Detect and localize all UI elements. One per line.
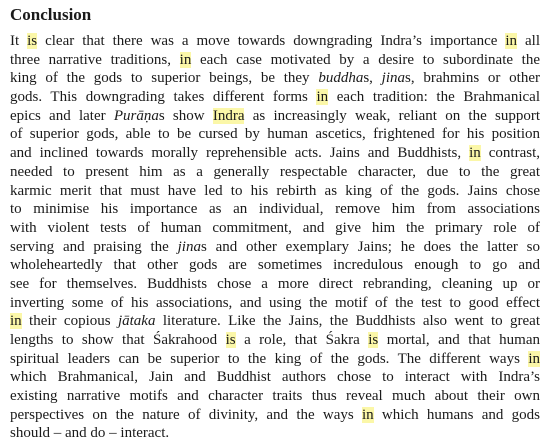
text-run: as increasingly weak, reliant on the support	[244, 107, 540, 124]
text-run: which Brahmanical, Jain and Buddhist authors chose to interact with Indra’s	[10, 369, 540, 386]
italic-term: Purāṇa	[113, 107, 159, 124]
text-line	[10, 69, 540, 88]
text-run: s,	[363, 70, 382, 87]
text-line	[10, 182, 540, 201]
text-line	[10, 238, 540, 257]
text-line	[10, 200, 540, 219]
text-run: karmic merit that must have led to his rebirth as king of the gods. Jains chose	[10, 182, 540, 199]
text-line	[10, 387, 540, 406]
text-run: of superior gods, able to be cursed by human ascetics, frightened for his position	[10, 126, 540, 143]
highlighted-term: in	[505, 33, 518, 49]
italic-term: jina	[177, 238, 201, 255]
text-run: with violent tests of human commitment, and give him the primary role of	[10, 219, 540, 236]
text-run: spiritual leaders can be superior to the king of the gods. The different ways	[10, 350, 529, 367]
highlighted-term: Indra	[212, 107, 245, 124]
text-line	[10, 144, 540, 163]
highlighted-term: in	[10, 313, 22, 330]
text-line	[10, 125, 540, 144]
text-run: literature. Like the Jains, the Buddhists also went to great	[155, 313, 540, 330]
text-run: epics and later	[10, 107, 114, 124]
text-run: gods. This downgrading takes different forms	[10, 89, 317, 106]
italic-term: jina	[381, 70, 406, 87]
text-run: each case motivated by a desire to subordinate the	[191, 51, 541, 68]
text-run: to minimise his importance as an individual, remove him from associations	[10, 201, 540, 218]
text-line	[10, 32, 540, 51]
text-run: clear that there was a move towards downgrading Indra’s importance	[37, 33, 506, 49]
text-run: lengths to show that Śakrahood	[10, 332, 226, 348]
text-run: mortal, and that human	[378, 332, 540, 348]
text-line	[10, 350, 540, 369]
text-run: see for themselves. Buddhists chose a more direct rebranding, cleaning up or	[10, 275, 540, 292]
text-line	[10, 256, 540, 275]
highlighted-term: in	[469, 145, 481, 162]
text-line	[10, 275, 540, 294]
text-line	[10, 107, 540, 126]
text-run: existing narrative motifs and character traits thus reveal much about their own	[10, 388, 540, 405]
text-run: a role, that Śakra	[235, 332, 369, 348]
text-run: each tradition: the Brahmanical	[328, 89, 540, 106]
text-line	[10, 88, 540, 107]
text-run: s, brahmins or other	[405, 70, 541, 87]
highlighted-term: in	[361, 406, 374, 423]
italic-term: jātaka	[117, 313, 156, 330]
text-run: It	[10, 33, 28, 49]
text-run: all	[517, 33, 540, 49]
text-run: contrast,	[480, 145, 540, 162]
highlighted-term: is	[368, 332, 379, 348]
text-run: king of the gods to superior beings, be they	[10, 70, 319, 87]
text-run: three narrative traditions,	[10, 51, 180, 68]
text-line	[10, 406, 540, 425]
text-line	[10, 312, 540, 331]
text-line	[10, 51, 540, 70]
highlighted-term: in	[179, 51, 192, 68]
text-run: s show	[158, 107, 213, 124]
highlighted-term: in	[316, 89, 329, 106]
text-line	[10, 424, 540, 443]
text-run: and inclined towards morally reprehensible acts. Jains and Buddhists,	[10, 145, 470, 162]
text-run: serving and praising the	[10, 238, 178, 255]
text-line	[10, 368, 540, 387]
highlighted-term: in	[528, 350, 540, 367]
highlighted-term: is	[27, 33, 38, 49]
text-run: perspectives on the nature of divinity, and the ways	[10, 406, 362, 423]
text-run: which humans and gods	[373, 406, 540, 423]
italic-term: buddha	[318, 70, 364, 87]
text-line	[10, 331, 540, 350]
text-run: wholeheartedly that other gods are sometimes incredulous enough to go and	[10, 257, 540, 274]
text-line	[10, 294, 540, 313]
section-heading: Conclusion	[10, 5, 92, 24]
text-line	[10, 163, 540, 182]
text-run: their copious	[21, 313, 118, 330]
text-run: should – and do – interact.	[10, 425, 170, 442]
text-run: inverting some of his associations, and using the motif of the test to good effect	[10, 294, 540, 311]
body-paragraph	[10, 32, 540, 443]
text-run: needed to present him as a generally respectable character, due to the great	[10, 163, 540, 180]
text-run: s and other exemplary Jains; he does the latter so	[200, 238, 540, 255]
text-line	[10, 219, 540, 238]
highlighted-term: is	[225, 332, 236, 348]
